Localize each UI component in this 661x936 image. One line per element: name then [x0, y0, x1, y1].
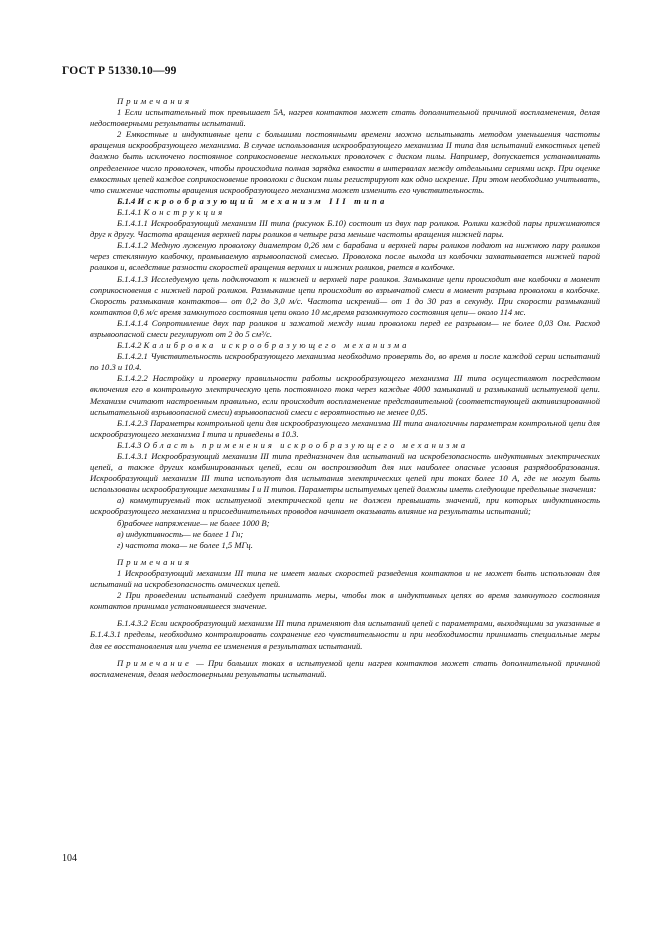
- note-paragraph: 2 Емкостные и индуктивные цепи с большими постоянными времени можно испытывать методом уменьшения частоты вращения искрообразующего механизма. В случае использования искрообразующего механизма II типа для испытаний емкостных цепей должно быть исключено постоянное соприкосновение нескольких проволочек с диском пилы. Например, допускается устанавливать определенное число проволочек, чтобы происходила полная зарядка емкости в интервалах между отдельными сериями искр. При оценке емкостных цепей каждое соприкосновение проволоки с диском пилы регистрируют как одно искрение. При этом необходимо учитывать, что снижение частоты вращения искрообразующего механизма может изменить его чувствительность.: [90, 129, 600, 195]
- list-item-a: а) коммутируемый ток испытуемой электрической цепи не должен превышать значений, при которых индуктивность искрообразующего механизма и присоединительных проводов начинает оказывать влияние на результаты испытаний;: [90, 495, 600, 517]
- notes-title: Примечания: [117, 556, 192, 567]
- paragraph-b1432: Б.1.4.3.2 Если искрообразующий механизм III типа применяют для испытаний цепей с параметрами, выходящими за указанные в Б.1.4.3.1 пределы, необходимо контролировать сохранение его чувствительности и при необходимости принимать специальные меры для ее восстановления или учета ее изменения в результатах испытаний.: [90, 618, 600, 651]
- document-header: ГОСТ Р 51330.10—99: [62, 65, 177, 77]
- paragraph-b1412: Б.1.4.1.2 Медную луженую проволоку диаметром 0,26 мм с барабана и верхней пары роликов подают на нижнюю пару роликов через стеклянную колбочку, промываемую взрывоопасной смесью. Проволока после выхода из колбочки захватывается нижней парой роликов и, вследствие разности скоростей вращения верхних и нижних роликов, рвется в колбочке.: [90, 240, 600, 273]
- paragraph-b1431: Б.1.4.3.1 Искрообразующий механизм III типа предназначен для испытаний на искробезопасность индуктивных электрических цепей, а также других комбинированных цепей, если он воспроизводит для них наиболее опасные условия разрядообразования. Искрообразующий механизм III типа используют для испытания электрических цепей при токах более 10 А, где не могут быть использованы искрообразующие механизмы I и II типов. Параметры испытуемых цепей должны иметь следующие предельные значения:: [90, 451, 600, 495]
- page-number: 104: [62, 853, 77, 864]
- paragraph-b1411: Б.1.4.1.1 Искрообразующий механизм III типа (рисунок Б.10) состоит из двух пар роликов. Ролики каждой пары прижимаются друг к другу. Частота вращения верхней пары роликов в четыре раза меньше частоты вращения нижней пары.: [90, 218, 600, 240]
- notes-title: Примечания: [117, 96, 192, 106]
- note-paragraph: 2 При проведении испытаний следует принимать меры, чтобы ток в индуктивных цепях во время замкнутого состояния контактов принимал установившееся значение.: [90, 590, 600, 612]
- paragraph-b1422: Б.1.4.2.2 Настройку и проверку правильности работы искрообразующего механизма III типа осуществляют посредством включения его в контрольную электрическую цепь постоянного тока через каждые 4000 замыканий и размыканий испытуемой цепи. Механизм считают настроенным правильно, если происходит воспламенение представительной (соответствующей активизированной испытательной взрывоопасной смеси) взрывоопасной смеси с вероятностью не менее 0,05.: [90, 373, 600, 417]
- list-item-c: в) индуктивность— не более 1 Гн;: [117, 528, 244, 539]
- section-heading-b14: Б.1.4 Искрообразующий механизм III типа: [117, 195, 388, 206]
- paragraph-b1423: Б.1.4.2.3 Параметры контрольной цепи для искрообразующего механизма III типа аналогичны параметрам контрольной цепи для искрообразующего механизма I типа и приведены в 10.3.: [90, 417, 600, 439]
- note-single: Примечание — При больших токах в испытуемой цепи нагрев контактов может стать дополнительной причиной воспламенения, делая недостоверными результаты испытаний.: [90, 657, 600, 679]
- list-item-d: г) частота тока— не более 1,5 МГц.: [117, 539, 253, 550]
- paragraph-b1413: Б.1.4.1.3 Исследуемую цепь подключают к нижней и верхней паре роликов. Замыкание цепи происходит вне колбочки в момент соприкосновения с нижней парой роликов. Размыкание цепи происходит во взрывчатой смеси в момент разрыва проволоки в колбочке. Скорость размыкания контактов— от 0,2 до 3,0 м/с. Частота искрений— от 1 до 30 раз в секунду. При скорости размыканий контактов 0,6 м/с время замкнутого состояния цепи около 10 мс,время разомкнутого состояния цепи— около 114 мс.: [90, 273, 600, 317]
- subsection-heading-b141: Б.1.4.1 Конструкция: [117, 206, 226, 217]
- list-item-b: б)рабочее напряжение— не более 1000 В;: [117, 517, 270, 528]
- paragraph-b1414: Б.1.4.1.4 Сопротивление двух пар роликов и зажатой между ними проволоки перед ее разрывом— не более 0,03 Ом. Расход взрывоопасной смеси регулируют от 2 до 5 см³/с.: [90, 317, 600, 339]
- note-paragraph: 1 Искрообразующий механизм III типа не имеет малых скоростей разведения контактов и не может быть использован для испытаний на искробезопасность омических цепей.: [90, 567, 600, 590]
- subsection-heading-b142: Б.1.4.2 Калибровка искрообразующего механизма: [117, 340, 410, 351]
- paragraph-b1421: Б.1.4.2.1 Чувствительность искрообразующего механизма необходимо проверять до, во время и после каждой серии испытаний по 10.3 и 10.4.: [90, 351, 600, 373]
- document-body: [90, 96, 600, 680]
- note-paragraph: 1 Если испытательный ток превышает 5А, нагрев контактов может стать дополнительной причиной воспламенения, делая недостоверными результаты испытаний.: [90, 107, 600, 129]
- subsection-heading-b143: Б.1.4.3 Область применения искрообразующего механизма: [117, 439, 469, 450]
